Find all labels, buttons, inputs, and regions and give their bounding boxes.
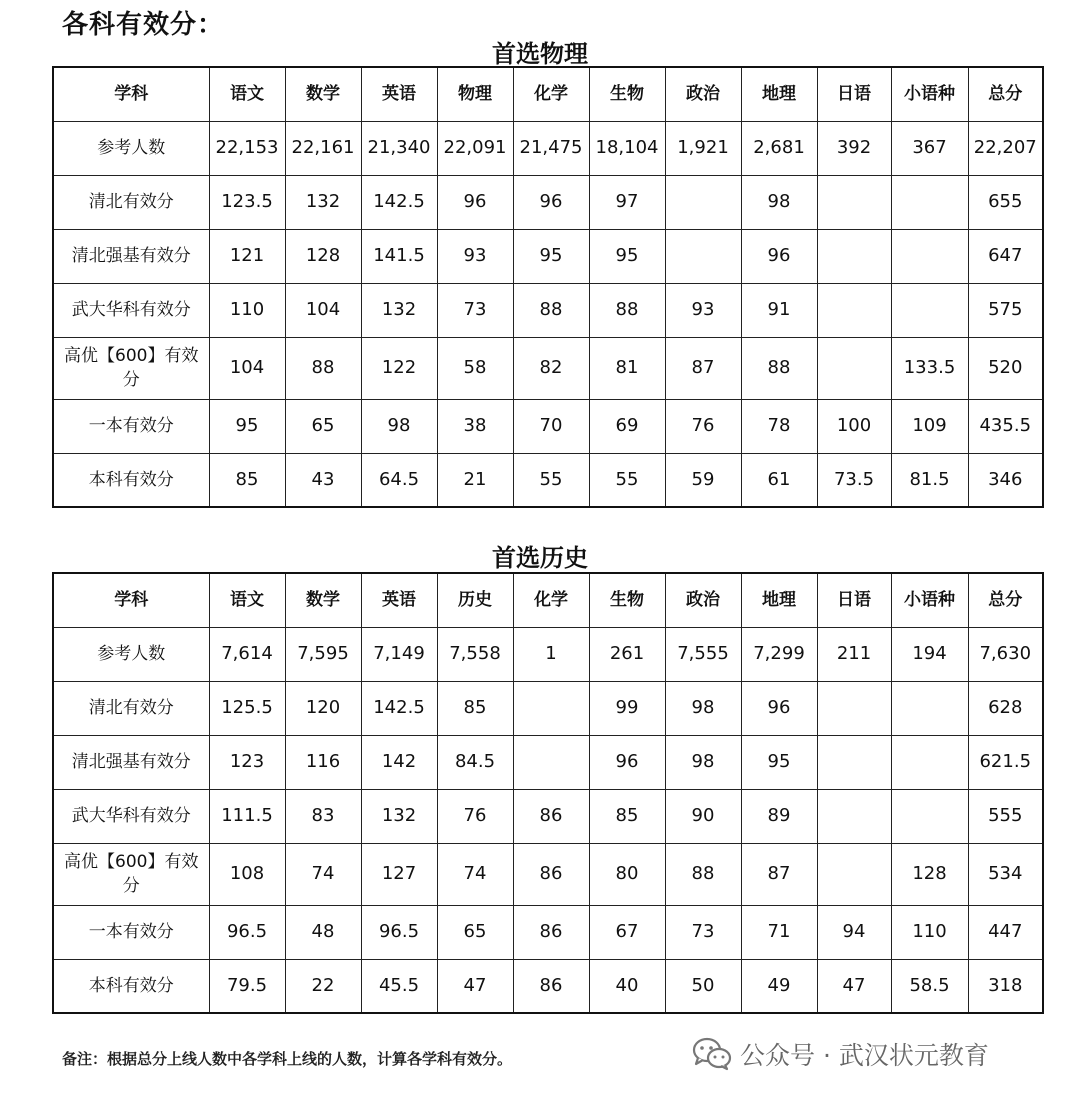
table-cell: 22,091 xyxy=(437,121,513,175)
table-cell: 7,558 xyxy=(437,627,513,681)
table-cell: 628 xyxy=(968,681,1043,735)
header-cell: 地理 xyxy=(741,573,817,627)
table-cell: 132 xyxy=(361,789,437,843)
table-cell: 111.5 xyxy=(209,789,285,843)
table-cell: 7,630 xyxy=(968,627,1043,681)
table-cell: 80 xyxy=(589,843,665,905)
table-cell: 64.5 xyxy=(361,453,437,507)
table-cell: 123 xyxy=(209,735,285,789)
table-cell: 7,614 xyxy=(209,627,285,681)
table-cell: 74 xyxy=(285,843,361,905)
table-cell: 435.5 xyxy=(968,399,1043,453)
table-header-row xyxy=(53,67,1043,121)
table-cell: 96 xyxy=(741,229,817,283)
row-label-cell: 一本有效分 xyxy=(53,399,209,453)
header-cell: 生物 xyxy=(589,67,665,121)
table-cell: 58 xyxy=(437,337,513,399)
table-cell: 447 xyxy=(968,905,1043,959)
table-cell: 211 xyxy=(817,627,891,681)
table-cell: 104 xyxy=(285,283,361,337)
table-cell xyxy=(817,337,891,399)
table-cell: 84.5 xyxy=(437,735,513,789)
table-cell: 110 xyxy=(891,905,968,959)
table-cell: 21,475 xyxy=(513,121,589,175)
table-cell: 95 xyxy=(209,399,285,453)
row-label-cell: 本科有效分 xyxy=(53,959,209,1013)
table-cell: 78 xyxy=(741,399,817,453)
wechat-icon xyxy=(692,1037,732,1071)
table-cell: 86 xyxy=(513,959,589,1013)
table-cell xyxy=(891,735,968,789)
table-cell: 108 xyxy=(209,843,285,905)
table-cell: 82 xyxy=(513,337,589,399)
table-cell: 43 xyxy=(285,453,361,507)
header-cell: 生物 xyxy=(589,573,665,627)
table-cell: 142.5 xyxy=(361,175,437,229)
table-cell: 98 xyxy=(665,735,741,789)
header-cell: 总分 xyxy=(968,67,1043,121)
table-cell: 261 xyxy=(589,627,665,681)
table-cell xyxy=(513,681,589,735)
table-cell xyxy=(891,789,968,843)
table-cell: 318 xyxy=(968,959,1043,1013)
row-label-cell: 清北强基有效分 xyxy=(53,735,209,789)
row-label-cell: 参考人数 xyxy=(53,627,209,681)
table-cell xyxy=(665,229,741,283)
table-cell: 88 xyxy=(513,283,589,337)
table-cell: 85 xyxy=(437,681,513,735)
score-table-history xyxy=(52,572,1044,1014)
table-title-physics: 首选物理 xyxy=(492,39,588,68)
table-cell: 125.5 xyxy=(209,681,285,735)
table-cell: 1,921 xyxy=(665,121,741,175)
table-cell: 123.5 xyxy=(209,175,285,229)
header-cell: 日语 xyxy=(817,573,891,627)
table-cell: 128 xyxy=(891,843,968,905)
table-cell: 74 xyxy=(437,843,513,905)
row-label-cell: 清北有效分 xyxy=(53,175,209,229)
table-row xyxy=(53,681,1043,735)
table-cell: 95 xyxy=(513,229,589,283)
header-cell: 语文 xyxy=(209,67,285,121)
table-cell: 88 xyxy=(589,283,665,337)
table-cell: 85 xyxy=(589,789,665,843)
table-cell: 116 xyxy=(285,735,361,789)
table-cell: 18,104 xyxy=(589,121,665,175)
table-cell: 104 xyxy=(209,337,285,399)
table-cell: 367 xyxy=(891,121,968,175)
table-cell: 90 xyxy=(665,789,741,843)
row-label-cell: 清北强基有效分 xyxy=(53,229,209,283)
row-label-cell: 高优【600】有效分 xyxy=(53,843,209,905)
header-cell-label: 学科 xyxy=(53,573,209,627)
table-cell: 142.5 xyxy=(361,681,437,735)
table-cell: 120 xyxy=(285,681,361,735)
table-cell: 96 xyxy=(513,175,589,229)
row-label-cell: 高优【600】有效分 xyxy=(53,337,209,399)
table-cell: 22,153 xyxy=(209,121,285,175)
table-cell: 98 xyxy=(361,399,437,453)
watermark-text: 公众号 · 武汉状元教育 xyxy=(740,1041,989,1070)
header-cell: 地理 xyxy=(741,67,817,121)
table-row xyxy=(53,453,1043,507)
table-cell: 520 xyxy=(968,337,1043,399)
table-row xyxy=(53,229,1043,283)
table-cell xyxy=(817,735,891,789)
table-cell: 121 xyxy=(209,229,285,283)
table-cell: 98 xyxy=(665,681,741,735)
table-cell: 7,149 xyxy=(361,627,437,681)
header-cell: 物理 xyxy=(437,67,513,121)
table-cell: 49 xyxy=(741,959,817,1013)
table-cell: 89 xyxy=(741,789,817,843)
table-cell: 95 xyxy=(589,229,665,283)
table-cell: 73.5 xyxy=(817,453,891,507)
table-cell: 81.5 xyxy=(891,453,968,507)
table-cell xyxy=(665,175,741,229)
table-cell xyxy=(817,283,891,337)
header-cell: 英语 xyxy=(361,573,437,627)
table-cell: 128 xyxy=(285,229,361,283)
table-cell: 71 xyxy=(741,905,817,959)
header-cell: 语文 xyxy=(209,573,285,627)
header-cell: 小语种 xyxy=(891,67,968,121)
table-cell: 7,555 xyxy=(665,627,741,681)
table-cell: 194 xyxy=(891,627,968,681)
table-cell: 96 xyxy=(741,681,817,735)
header-cell: 历史 xyxy=(437,573,513,627)
table-row xyxy=(53,121,1043,175)
table-cell xyxy=(891,681,968,735)
table-row xyxy=(53,789,1043,843)
table-cell: 67 xyxy=(589,905,665,959)
table-cell: 38 xyxy=(437,399,513,453)
table-cell: 2,681 xyxy=(741,121,817,175)
table-cell: 96 xyxy=(437,175,513,229)
table-cell: 73 xyxy=(437,283,513,337)
table-cell: 45.5 xyxy=(361,959,437,1013)
table-cell: 110 xyxy=(209,283,285,337)
table-cell: 87 xyxy=(665,337,741,399)
table-cell xyxy=(891,229,968,283)
table-cell: 21,340 xyxy=(361,121,437,175)
table-cell xyxy=(891,283,968,337)
footnote: 备注：根据总分上线人数中各学科上线的人数，计算各学科有效分。 xyxy=(62,1050,513,1068)
header-cell: 总分 xyxy=(968,573,1043,627)
table-cell: 142 xyxy=(361,735,437,789)
table-cell xyxy=(817,681,891,735)
table-row xyxy=(53,905,1043,959)
table-cell: 22,207 xyxy=(968,121,1043,175)
score-table-physics xyxy=(52,66,1044,508)
table-row xyxy=(53,735,1043,789)
header-cell: 英语 xyxy=(361,67,437,121)
table-cell: 85 xyxy=(209,453,285,507)
table-row xyxy=(53,175,1043,229)
watermark xyxy=(692,1036,989,1072)
page-heading: 各科有效分： xyxy=(62,10,225,40)
table-cell: 621.5 xyxy=(968,735,1043,789)
row-label-cell: 武大华科有效分 xyxy=(53,283,209,337)
row-label-cell: 一本有效分 xyxy=(53,905,209,959)
table-cell xyxy=(817,843,891,905)
table-cell: 99 xyxy=(589,681,665,735)
table-cell: 93 xyxy=(437,229,513,283)
table-cell: 141.5 xyxy=(361,229,437,283)
table-row xyxy=(53,337,1043,399)
table-cell: 81 xyxy=(589,337,665,399)
table-cell: 1 xyxy=(513,627,589,681)
table-cell: 76 xyxy=(665,399,741,453)
table-cell: 76 xyxy=(437,789,513,843)
table-cell xyxy=(817,229,891,283)
table-cell xyxy=(513,735,589,789)
table-cell: 58.5 xyxy=(891,959,968,1013)
table-cell: 50 xyxy=(665,959,741,1013)
header-cell: 数学 xyxy=(285,573,361,627)
table-cell: 86 xyxy=(513,789,589,843)
table-cell xyxy=(817,789,891,843)
header-cell: 化学 xyxy=(513,573,589,627)
table-cell: 96.5 xyxy=(209,905,285,959)
table-cell: 95 xyxy=(741,735,817,789)
table-cell: 647 xyxy=(968,229,1043,283)
header-cell: 小语种 xyxy=(891,573,968,627)
table-cell: 94 xyxy=(817,905,891,959)
table-cell: 47 xyxy=(437,959,513,1013)
table-cell xyxy=(817,175,891,229)
table-cell: 96.5 xyxy=(361,905,437,959)
header-cell: 化学 xyxy=(513,67,589,121)
table-cell: 55 xyxy=(513,453,589,507)
table-cell: 655 xyxy=(968,175,1043,229)
table-cell: 86 xyxy=(513,905,589,959)
table-cell: 70 xyxy=(513,399,589,453)
table-cell: 534 xyxy=(968,843,1043,905)
table-row xyxy=(53,843,1043,905)
table-cell: 132 xyxy=(285,175,361,229)
table-cell: 96 xyxy=(589,735,665,789)
header-cell: 日语 xyxy=(817,67,891,121)
table-cell: 127 xyxy=(361,843,437,905)
table-cell: 48 xyxy=(285,905,361,959)
table-row xyxy=(53,627,1043,681)
table-row xyxy=(53,399,1043,453)
table-header-row xyxy=(53,573,1043,627)
header-cell: 政治 xyxy=(665,573,741,627)
table-title-history: 首选历史 xyxy=(492,543,588,572)
table-cell: 21 xyxy=(437,453,513,507)
table-cell: 87 xyxy=(741,843,817,905)
table-cell: 346 xyxy=(968,453,1043,507)
row-label-cell: 武大华科有效分 xyxy=(53,789,209,843)
table-cell: 7,299 xyxy=(741,627,817,681)
table-cell xyxy=(891,175,968,229)
table-cell: 55 xyxy=(589,453,665,507)
table-cell: 7,595 xyxy=(285,627,361,681)
header-cell: 数学 xyxy=(285,67,361,121)
table-cell: 93 xyxy=(665,283,741,337)
table-cell: 575 xyxy=(968,283,1043,337)
table-cell: 133.5 xyxy=(891,337,968,399)
table-cell: 47 xyxy=(817,959,891,1013)
table-cell: 65 xyxy=(285,399,361,453)
table-row xyxy=(53,959,1043,1013)
row-label-cell: 参考人数 xyxy=(53,121,209,175)
table-cell: 97 xyxy=(589,175,665,229)
table-cell: 22,161 xyxy=(285,121,361,175)
table-cell: 61 xyxy=(741,453,817,507)
table-cell: 88 xyxy=(741,337,817,399)
table-cell: 555 xyxy=(968,789,1043,843)
header-cell: 政治 xyxy=(665,67,741,121)
table-cell: 88 xyxy=(665,843,741,905)
table-cell: 83 xyxy=(285,789,361,843)
table-cell: 73 xyxy=(665,905,741,959)
table-cell: 100 xyxy=(817,399,891,453)
table-cell: 392 xyxy=(817,121,891,175)
table-cell: 98 xyxy=(741,175,817,229)
table-cell: 69 xyxy=(589,399,665,453)
table-cell: 132 xyxy=(361,283,437,337)
table-cell: 88 xyxy=(285,337,361,399)
row-label-cell: 清北有效分 xyxy=(53,681,209,735)
table-cell: 91 xyxy=(741,283,817,337)
table-row xyxy=(53,283,1043,337)
table-cell: 22 xyxy=(285,959,361,1013)
table-cell: 65 xyxy=(437,905,513,959)
table-cell: 122 xyxy=(361,337,437,399)
table-cell: 40 xyxy=(589,959,665,1013)
table-cell: 109 xyxy=(891,399,968,453)
table-cell: 59 xyxy=(665,453,741,507)
table-cell: 79.5 xyxy=(209,959,285,1013)
header-cell-label: 学科 xyxy=(53,67,209,121)
row-label-cell: 本科有效分 xyxy=(53,453,209,507)
table-cell: 86 xyxy=(513,843,589,905)
